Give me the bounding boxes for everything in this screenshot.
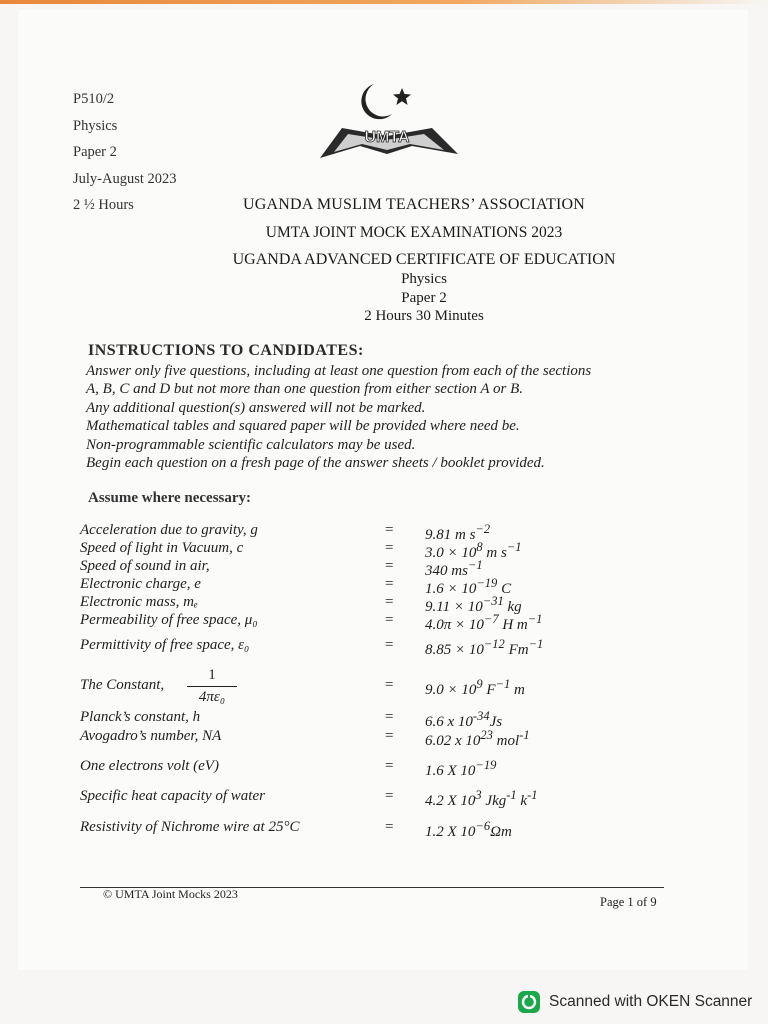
equals-sign: =: [385, 612, 394, 628]
constant-row-gravity: [80, 522, 600, 542]
constant-value: $9.0 \times 10^9$ $F^{-1}$ m: [425, 677, 525, 698]
constant-row-electron-volt: [80, 758, 600, 778]
constant-value: 6.6 x $10^{-34}Js$: [425, 709, 503, 730]
equals-sign: =: [385, 758, 394, 774]
instructions-title: INSTRUCTIONS TO CANDIDATES:: [88, 342, 364, 359]
constant-label: Electronic charge, e: [80, 576, 201, 592]
constant-value: 340 $ms^{-1}$: [425, 558, 483, 579]
footer-copyright: © UMTA Joint Mocks 2023: [103, 887, 238, 901]
constant-row-sound: [80, 558, 600, 578]
certificate-heading: UGANDA ADVANCED CERTIFICATE OF EDUCATION: [232, 251, 616, 268]
constant-value: $4.0\pi \times 10^{-7}$ H $m^{-1}$: [425, 612, 543, 633]
equals-sign: =: [385, 709, 394, 725]
equals-sign: =: [385, 576, 394, 592]
instruction-line: A, B, C and D but not more than one question from either section A or B.: [86, 381, 524, 398]
constant-row-charge: [80, 576, 600, 596]
constant-value: 4.2 X $10^3$ Jkg$^{-1}$ $k^{-1}$: [425, 788, 538, 809]
instruction-line: Non-programmable scientific calculators may be used.: [86, 436, 416, 453]
constant-label: Permittivity of free space, ε₀: [80, 637, 250, 653]
time-heading: 2 Hours 30 Minutes: [364, 308, 484, 324]
constant-value: $1.6 \times 10^{-19}$ C: [425, 576, 512, 597]
constant-row-planck: [80, 709, 600, 729]
constant-row-permeability: [80, 612, 600, 632]
constant-label: One electrons volt (eV): [80, 758, 219, 774]
constant-row-water: [80, 788, 600, 808]
constant-label: Resistivity of Nichrome wire at 25°C: [80, 819, 300, 835]
crescent-star-book-logo: [312, 80, 462, 162]
constant-value: 6.02 x $10^{23}$ mol$^{-1}$: [425, 728, 530, 749]
scanner-watermark-text: Scanned with OKEN Scanner: [549, 993, 753, 1010]
equals-sign: =: [385, 522, 394, 538]
equals-sign: =: [385, 728, 394, 744]
top-edge-stripe: [0, 0, 768, 4]
constant-row-light: [80, 540, 600, 560]
association-heading: UGANDA MUSLIM TEACHERS’ ASSOCIATION: [243, 196, 585, 213]
constant-label: Avogadro’s number, NA: [80, 728, 222, 744]
equals-sign: =: [385, 637, 394, 653]
constant-label: Speed of sound in air,: [80, 558, 210, 574]
constant-label: Electronic mass, mₑ: [80, 594, 198, 610]
subject-heading: Physics: [401, 271, 447, 287]
logo-text: UMTA: [364, 129, 410, 146]
instruction-line: Any additional question(s) answered will not be marked.: [86, 399, 426, 416]
constant-label: Planck’s constant, h: [80, 709, 201, 725]
equals-sign: =: [385, 594, 394, 610]
equals-sign: =: [385, 677, 394, 693]
meta-session: July-August 2023: [73, 170, 177, 187]
constant-row-avogadro: [80, 728, 600, 748]
constant-value: $8.85 \times 10^{-12}$ $Fm^{-1}$: [425, 637, 544, 658]
constant-label: The Constant,: [80, 677, 165, 693]
meta-paper: Paper 2: [73, 144, 117, 160]
instruction-line: Mathematical tables and squared paper will be provided where need be.: [86, 418, 520, 435]
equals-sign: =: [385, 540, 394, 556]
page-number: Page 1 of 9: [600, 895, 657, 909]
constant-label: Speed of light in Vacuum, c: [80, 540, 244, 556]
equals-sign: =: [385, 558, 394, 574]
constant-row-coulomb: [80, 667, 600, 705]
constant-label: Acceleration due to gravity, g: [80, 522, 258, 538]
constant-label: Specific heat capacity of water: [80, 788, 265, 804]
equals-sign: =: [385, 819, 394, 835]
instructions-list: [86, 362, 591, 472]
paper-heading: Paper 2: [401, 290, 447, 306]
constant-label: Permeability of free space, μ₀: [80, 612, 258, 628]
assume-title: Assume where necessary:: [88, 490, 252, 506]
constant-value: $9.11 \times 10^{-31}$ kg: [425, 594, 522, 615]
constant-row-nichrome: [80, 819, 600, 839]
constant-value: 1.6 X $10^{-19}$: [425, 758, 497, 779]
constant-value: 9.81 m $s^{-2}$: [425, 522, 491, 543]
meta-subject: Physics: [73, 117, 118, 134]
paper-code: P510/2: [73, 91, 115, 107]
meta-duration: 2 ½ Hours: [73, 197, 134, 213]
oken-scanner-icon: [517, 990, 541, 1014]
exam-heading: UMTA JOINT MOCK EXAMINATIONS 2023: [265, 224, 563, 241]
equals-sign: =: [385, 788, 394, 804]
instruction-line: Answer only five questions, including at least one question from each of the sections: [86, 363, 592, 379]
constant-value: 1.2 X $10^{-6}\Omega m$: [425, 819, 512, 840]
scanner-watermark: [517, 990, 752, 1014]
constant-row-mass: [80, 594, 600, 614]
constant-row-permittivity: [80, 637, 600, 657]
instruction-line: Begin each question on a fresh page of the answer sheets / booklet provided.: [86, 455, 545, 472]
fraction-one-over-four-pi-epsilon: 1 4πε₀: [187, 667, 237, 706]
constant-value: $3.0 \times 10^8$ m $s^{-1}$: [425, 540, 522, 561]
